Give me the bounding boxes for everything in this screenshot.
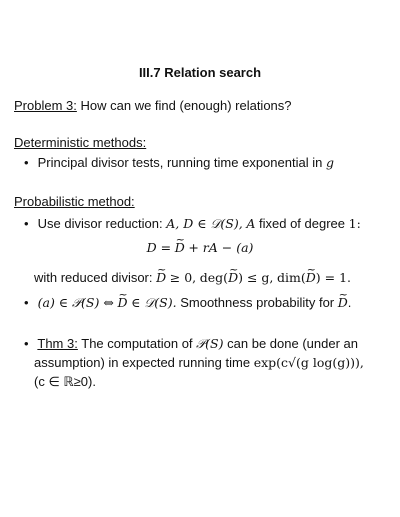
problem-text: How can we find (enough) relations?: [80, 98, 292, 113]
reduced-divisor-line: [34, 270, 351, 286]
bullet-dot: •: [24, 216, 29, 231]
probabilistic-heading: Probabilistic method:: [14, 194, 135, 209]
bullet3-D2-tilde: ~ D: [338, 295, 348, 311]
reduced-deg: deg(: [199, 270, 229, 285]
theorem-line-3: (c ∈ ℝ≥0).: [34, 374, 96, 389]
equation-D-tilde: ~ D: [175, 240, 185, 256]
variable-g: g: [325, 155, 334, 170]
theorem-P: 𝒫(S): [196, 336, 224, 351]
use-text: Use divisor reduction:: [37, 216, 163, 231]
theorem-text-1: The computation of: [81, 336, 193, 351]
theorem-label: Thm 3:: [37, 336, 78, 351]
use-tail: fixed of degree: [259, 216, 346, 231]
bullet3-text: Smoothness probability for: [180, 295, 335, 310]
reduced-text: with reduced divisor:: [34, 270, 153, 285]
reduced-m1: ≥ 0,: [169, 270, 197, 285]
use-tail-A: A: [246, 216, 256, 231]
equation-rhs: + rA − (a): [188, 240, 254, 255]
use-math: A, D ∈ 𝒟(S),: [166, 216, 243, 231]
reduced-m2: ) ≤ g,: [238, 270, 274, 285]
deterministic-heading: Deterministic methods:: [14, 135, 147, 150]
bullet3-dot: .: [347, 295, 352, 310]
theorem-line2-text: assumption) in expected running time: [34, 355, 251, 370]
reduced-D-tilde-3: ~ D: [306, 270, 316, 286]
problem-label: Problem 3:: [14, 98, 77, 113]
theorem-line-1: [24, 336, 358, 352]
problem-line: [14, 98, 292, 114]
deterministic-text: Principal divisor tests, running time exponential in: [37, 155, 323, 170]
smoothness-bullet: [24, 295, 351, 311]
bullet-dot: •: [24, 336, 29, 351]
use-degree: 1:: [348, 216, 361, 231]
bullet-dot: •: [24, 155, 29, 170]
theorem-line-2: [34, 355, 364, 371]
equation-lhs: D =: [146, 240, 172, 255]
reduced-D-tilde-1: ~ D: [156, 270, 166, 286]
reduced-dim: dim(: [277, 270, 306, 285]
reduction-equation: [0, 240, 400, 256]
deterministic-bullet: [24, 155, 334, 171]
theorem-exp: exp(c√(g log(g))),: [253, 355, 364, 370]
slide-title: III.7 Relation search: [138, 65, 262, 80]
reduced-D-tilde-2: ~ D: [228, 270, 238, 286]
bullet3-b: ∈ 𝒟(S).: [131, 295, 177, 310]
divisor-reduction-bullet: [24, 216, 361, 232]
reduced-m3: ) = 1.: [315, 270, 351, 285]
bullet-dot: •: [24, 295, 29, 310]
bullet3-D-tilde: ~ D: [117, 295, 127, 311]
theorem-text-2: can be done (under an: [227, 336, 358, 351]
bullet3-a: (a) ∈ 𝒫(S) ⇔: [37, 295, 114, 310]
